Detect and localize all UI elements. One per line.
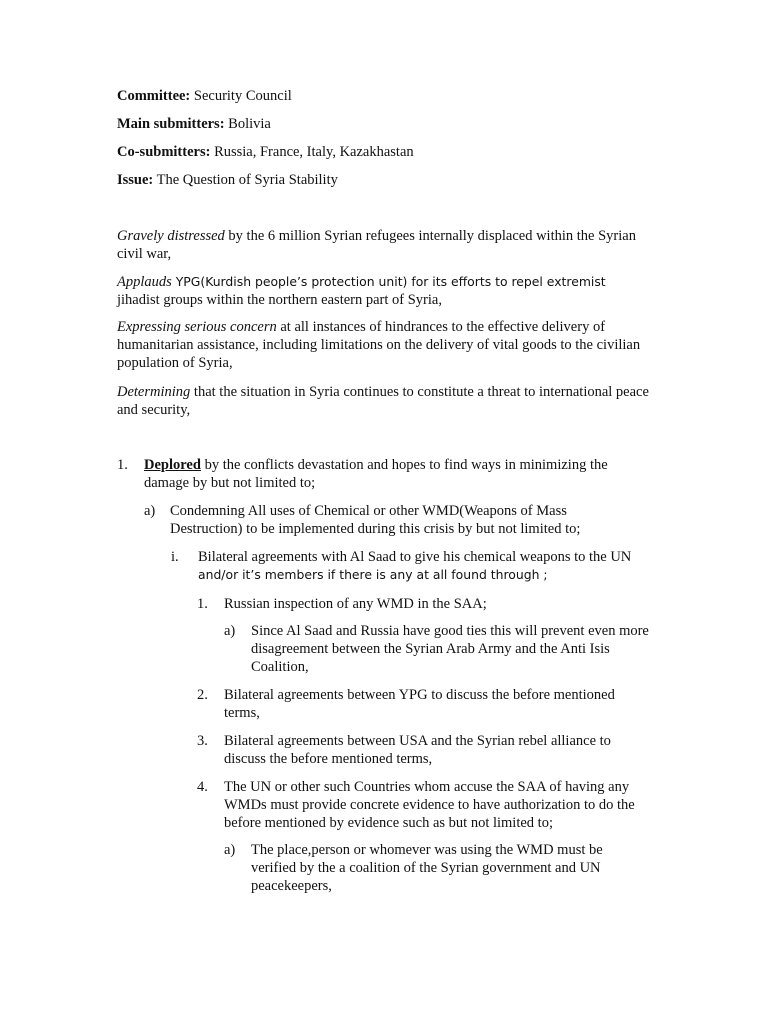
main-submitters-line [117,115,271,133]
item-4-sub-a-marker: a) [224,842,236,858]
main-submitters-label: Main submitters: [117,116,225,132]
item-1-marker: 1. [197,596,208,612]
preamble-4-keyword: Determining [117,384,191,400]
preamble-1-text: by the 6 million Syrian refugees internally displaced within the Syrian civil war, [117,228,636,262]
co-submitters-line [117,143,414,161]
item-4-sub-a-text: The place,person or whomever was using the WMD must be verified by the a coalition of the Syrian government and UN peacekeepers, [251,842,603,894]
item-1-text: Russian inspection of any WMD in the SAA; [224,596,487,612]
preamble-2-text-line-2: jihadist groups within the northern eastern part of Syria, [117,292,442,308]
co-submitters-label: Co-submitters: [117,144,211,160]
clause-1-text [144,456,649,492]
preamble-4-text: that the situation in Syria continues to constitute a threat to international peace and security, [117,384,649,418]
preamble-2-keyword: Applauds [117,274,172,290]
issue-label: Issue: [117,172,154,188]
preamble-clause-3 [117,318,662,372]
item-1-sub-a-marker: a) [224,623,236,639]
sub-sub-clause-i-text [198,548,668,584]
preamble-3-text: at all instances of hindrances to the effective delivery of humanitarian assistance, including limitations on the delivery of vital goods to the civilian population of Syria, [117,319,641,371]
sub-sub-clause-i-line-1: Bilateral agreements with Al Saad to give his chemical weapons to the UN [198,549,632,565]
sub-sub-clause-i-line-2: and/or it’s members if there is any at all found through ; [198,567,548,582]
clause-1-rest: by the conflicts devastation and hopes to find ways in minimizing the damage by but not limited to; [144,457,608,491]
sub-sub-clause-i-marker: i. [171,549,179,565]
sub-clause-a-text: Condemning All uses of Chemical or other WMD(Weapons of Mass Destruction) to be implemented during this crisis by but not limited to; [170,503,581,537]
item-4-marker: 4. [197,779,208,795]
item-2-marker: 2. [197,687,208,703]
preamble-3-keyword: Expressing serious concern [117,319,277,335]
committee-line [117,87,292,105]
preamble-1-keyword: Gravely distressed [117,228,225,244]
item-3-text: Bilateral agreements between USA and the Syrian rebel alliance to discuss the before mentioned terms, [224,733,611,767]
preamble-2-line-1 [117,273,662,291]
main-submitters-value: Bolivia [228,116,271,132]
clause-1-marker: 1. [117,457,128,473]
preamble-clause-4 [117,383,662,419]
co-submitters-value: Russia, France, Italy, Kazakhastan [214,144,414,160]
preamble-clause-1 [117,227,662,263]
item-4-text: The UN or other such Countries whom accuse the SAA of having any WMDs must provide concrete evidence to have authorization to do the before mentioned by evidence such as but not limited to; [224,779,635,831]
item-1-sub-a-text: Since Al Saad and Russia have good ties this will prevent even more disagreement between the Syrian Arab Army and the Anti Isis Coalition, [251,623,649,675]
issue-line [117,171,338,189]
item-2-text: Bilateral agreements between YPG to discuss the before mentioned terms, [224,687,615,721]
issue-value: The Question of Syria Stability [156,172,338,188]
committee-value: Security Council [193,88,292,104]
item-3-marker: 3. [197,733,208,749]
preamble-clause-2 [117,273,662,309]
sub-clause-a-marker: a) [144,503,156,519]
committee-label: Committee: [117,88,191,104]
clause-1-keyword: Deplored [144,457,201,473]
preamble-2-text-line-1: YPG(Kurdish people’s protection unit) for its efforts to repel extremist [171,274,606,289]
